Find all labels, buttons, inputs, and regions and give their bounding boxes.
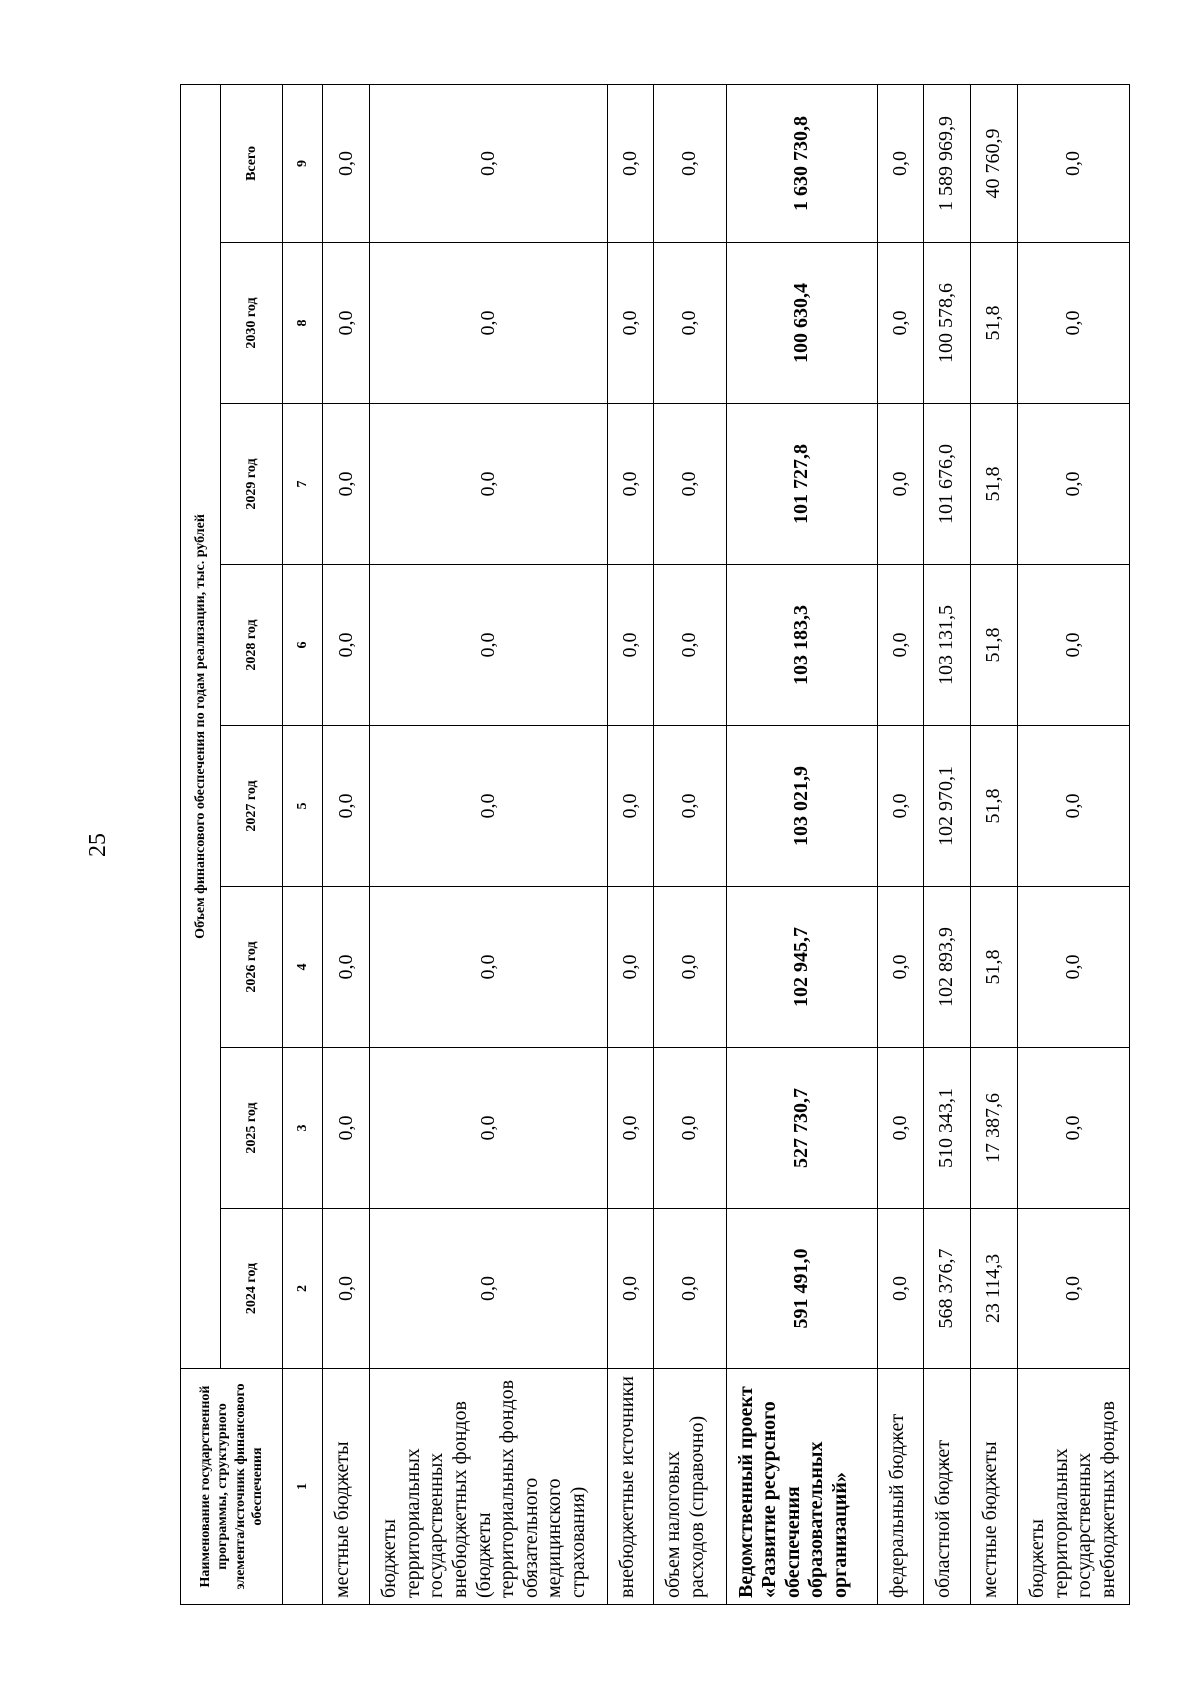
row-value: 1 589 969,9 — [924, 84, 971, 242]
row-value: 0,0 — [1017, 887, 1129, 1048]
col-number: 6 — [283, 565, 323, 726]
col-number: 3 — [283, 1048, 323, 1209]
row-value: 103 021,9 — [726, 726, 877, 887]
col-number: 7 — [283, 404, 323, 565]
row-value: 0,0 — [370, 404, 607, 565]
row-value: 0,0 — [654, 404, 726, 565]
row-name: местные бюджеты — [971, 1369, 1018, 1605]
row-value: 0,0 — [370, 243, 607, 404]
col-number: 5 — [283, 726, 323, 887]
row-value: 101 676,0 — [924, 404, 971, 565]
row-value: 0,0 — [607, 1209, 654, 1369]
header-year: 2028 год — [221, 565, 283, 726]
row-value: 101 727,8 — [726, 404, 877, 565]
row-value: 0,0 — [877, 84, 924, 242]
row-value: 0,0 — [323, 1209, 370, 1369]
table-body — [323, 84, 1130, 1604]
row-value: 0,0 — [370, 887, 607, 1048]
row-value: 0,0 — [323, 1048, 370, 1209]
row-value: 0,0 — [1017, 84, 1129, 242]
financing-table — [180, 84, 1130, 1605]
table-row — [924, 84, 971, 1604]
row-value: 51,8 — [971, 726, 1018, 887]
table-row — [607, 84, 654, 1604]
row-value: 568 376,7 — [924, 1209, 971, 1369]
row-value: 0,0 — [1017, 1048, 1129, 1209]
row-value: 0,0 — [654, 565, 726, 726]
row-value: 527 730,7 — [726, 1048, 877, 1209]
row-value: 0,0 — [323, 404, 370, 565]
header-year: 2024 год — [221, 1209, 283, 1369]
row-value: 0,0 — [1017, 404, 1129, 565]
row-value: 0,0 — [370, 1209, 607, 1369]
table-row — [726, 84, 877, 1604]
table-row — [971, 84, 1018, 1604]
row-value: 0,0 — [654, 1048, 726, 1209]
col-number: 9 — [283, 84, 323, 242]
row-name: внебюджетные источники — [607, 1369, 654, 1605]
row-name: Ведомственный проект «Развитие ресурсного обеспечения образовательных организаций» — [726, 1369, 877, 1605]
col-number: 1 — [283, 1369, 323, 1605]
row-value: 591 491,0 — [726, 1209, 877, 1369]
row-name: бюджеты территориальных государственных внебюджетных фондов (бюджеты территориальных фондов обязательного медицинского страхования) — [370, 1369, 607, 1605]
col-number: 4 — [283, 887, 323, 1048]
row-value: 51,8 — [971, 404, 1018, 565]
row-value: 0,0 — [1017, 1209, 1129, 1369]
header-group: Объем финансового обеспечения по годам реализации, тыс. рублей — [181, 84, 221, 1368]
row-value: 102 970,1 — [924, 726, 971, 887]
row-name: объем налоговых расходов (справочно) — [654, 1369, 726, 1605]
row-value: 0,0 — [877, 1209, 924, 1369]
row-value: 51,8 — [971, 243, 1018, 404]
row-name: бюджеты территориальных государственных внебюджетных фондов — [1017, 1369, 1129, 1605]
header-total: Всего — [221, 84, 283, 242]
row-value: 0,0 — [370, 726, 607, 887]
row-value: 0,0 — [370, 84, 607, 242]
rotated-table-container — [180, 85, 1130, 1605]
header-name: Наименование государственной программы, структурного элемента/источник финансового обеспечения — [181, 1369, 283, 1605]
row-value: 0,0 — [607, 726, 654, 887]
header-year: 2029 год — [221, 404, 283, 565]
row-value: 0,0 — [607, 565, 654, 726]
row-name: областной бюджет — [924, 1369, 971, 1605]
table-row — [654, 84, 726, 1604]
header-year: 2025 год — [221, 1048, 283, 1209]
row-value: 510 343,1 — [924, 1048, 971, 1209]
row-value: 1 630 730,8 — [726, 84, 877, 242]
row-value: 0,0 — [654, 84, 726, 242]
row-value: 0,0 — [1017, 726, 1129, 887]
row-value: 40 760,9 — [971, 84, 1018, 242]
row-value: 0,0 — [607, 404, 654, 565]
row-value: 0,0 — [877, 565, 924, 726]
row-value: 0,0 — [607, 1048, 654, 1209]
row-value: 0,0 — [323, 84, 370, 242]
row-value: 0,0 — [607, 887, 654, 1048]
row-value: 0,0 — [1017, 565, 1129, 726]
table-row — [370, 84, 607, 1604]
row-value: 0,0 — [323, 726, 370, 887]
row-value: 103 183,3 — [726, 565, 877, 726]
row-value: 23 114,3 — [971, 1209, 1018, 1369]
col-number: 8 — [283, 243, 323, 404]
row-value: 17 387,6 — [971, 1048, 1018, 1209]
row-value: 0,0 — [654, 726, 726, 887]
row-value: 100 578,6 — [924, 243, 971, 404]
row-value: 0,0 — [877, 1048, 924, 1209]
row-value: 102 893,9 — [924, 887, 971, 1048]
row-name: федеральный бюджет — [877, 1369, 924, 1605]
table-row — [1017, 84, 1129, 1604]
row-value: 0,0 — [877, 726, 924, 887]
row-value: 0,0 — [607, 243, 654, 404]
header-year: 2026 год — [221, 887, 283, 1048]
row-value: 0,0 — [654, 887, 726, 1048]
row-value: 0,0 — [370, 565, 607, 726]
row-value: 0,0 — [877, 243, 924, 404]
row-value: 51,8 — [971, 565, 1018, 726]
row-value: 103 131,5 — [924, 565, 971, 726]
table-row — [323, 84, 370, 1604]
row-value: 102 945,7 — [726, 887, 877, 1048]
row-value: 0,0 — [323, 565, 370, 726]
header-year: 2030 год — [221, 243, 283, 404]
row-value: 100 630,4 — [726, 243, 877, 404]
row-value: 0,0 — [607, 84, 654, 242]
row-value: 0,0 — [654, 243, 726, 404]
row-value: 0,0 — [877, 404, 924, 565]
page-number: 25 — [85, 833, 111, 857]
header-year: 2027 год — [221, 726, 283, 887]
table-row — [877, 84, 924, 1604]
row-value: 0,0 — [323, 243, 370, 404]
row-name: местные бюджеты — [323, 1369, 370, 1605]
row-value: 51,8 — [971, 887, 1018, 1048]
row-value: 0,0 — [877, 887, 924, 1048]
row-value: 0,0 — [654, 1209, 726, 1369]
row-value: 0,0 — [323, 887, 370, 1048]
row-value: 0,0 — [1017, 243, 1129, 404]
col-number: 2 — [283, 1209, 323, 1369]
row-value: 0,0 — [370, 1048, 607, 1209]
